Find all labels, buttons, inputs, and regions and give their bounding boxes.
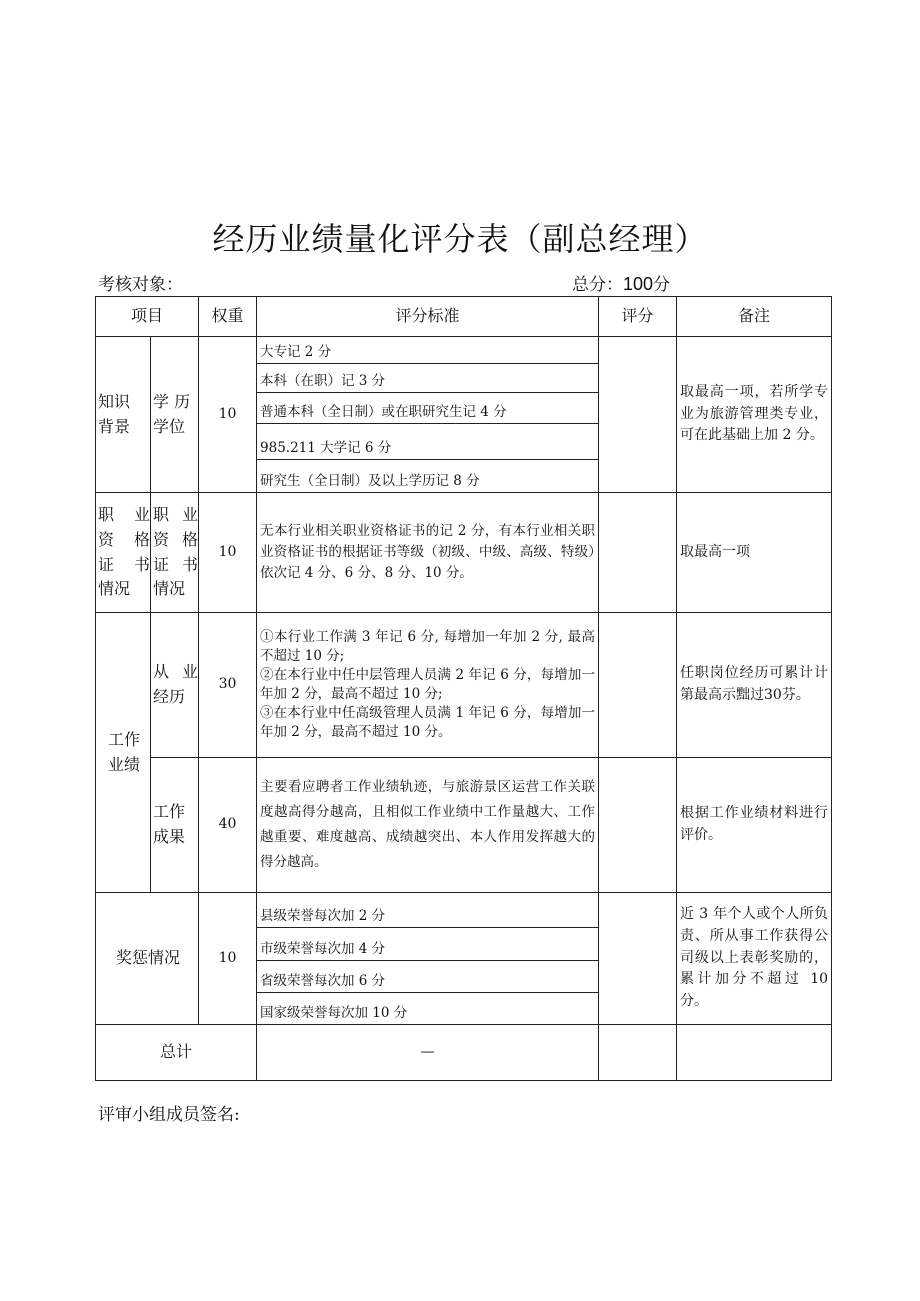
page-title: 经历业绩量化评分表（副总经理） (212, 220, 708, 258)
total-label: 总分： (572, 275, 623, 295)
criteria-item: 省级荣誉每次加 6 分 (257, 961, 598, 993)
header-item: 项目 (96, 297, 199, 337)
total-unit: 分 (653, 275, 671, 295)
sub-line: 学 历 (153, 391, 191, 411)
score-cell[interactable] (599, 613, 677, 758)
weight-honors: 10 (199, 893, 257, 1025)
weight-experience: 30 (199, 613, 257, 758)
total-score-cell[interactable] (599, 1025, 677, 1081)
cat-honors: 奖惩情况 (96, 893, 199, 1025)
score-table (95, 296, 832, 1081)
sub-line: 从 业 (153, 662, 199, 682)
criteria-item: 本科（在职）记 3 分 (257, 364, 598, 393)
cat-line: 证 书 (98, 554, 150, 574)
criteria-experience (257, 613, 599, 758)
cat-knowledge (96, 337, 151, 493)
note-experience: 任职岗位经历可累计计第最高示黜过30芬。 (677, 613, 832, 758)
sub-experience (151, 613, 199, 758)
header-score: 评分 (599, 297, 677, 337)
note-education: 取最高一项，若所学专业为旅游管理类专业，可在此基础上加 2 分。 (677, 337, 832, 493)
note-certificate: 取最高一项 (677, 493, 832, 613)
header-row (96, 297, 832, 337)
criteria-item: 普通本科（全日制）或在职研究生记 4 分 (257, 393, 598, 424)
cat-certificate (96, 493, 151, 613)
sub-line: 职 业 (153, 504, 199, 524)
sub-degree (151, 337, 199, 493)
cat-line: 情况 (98, 579, 131, 599)
note-honors: 近 3 年个人或个人所负责、所从事工作获得公司级以上表彰奖励的，累计加分不超过 10 分。 (677, 893, 832, 1025)
total-dash: — (257, 1025, 599, 1081)
cat-line: 工作 (107, 729, 140, 749)
score-cell[interactable] (599, 493, 677, 613)
header-weight: 权重 (199, 297, 257, 337)
header-note: 备注 (677, 297, 832, 337)
criteria-item: 大专记 2 分 (257, 337, 598, 364)
row-certificate (96, 493, 832, 613)
criteria-honors (257, 893, 599, 1025)
row-education (96, 337, 832, 493)
row-results (96, 758, 832, 893)
score-cell[interactable] (599, 758, 677, 893)
criteria-certificate: 无本行业相关职业资格证书的记 2 分，有本行业相关职业资格证书的根据证书等级（初级、中级、高级、特级）依次记 4 分、6 分、8 分、10 分。 (257, 493, 599, 613)
score-cell[interactable] (599, 893, 677, 1025)
total-label-cell: 总计 (96, 1025, 257, 1081)
sub-line: 成果 (153, 827, 186, 846)
weight-education: 10 (199, 337, 257, 493)
criteria-item: 县级荣誉每次加 2 分 (257, 893, 598, 928)
row-honors (96, 893, 832, 1025)
cat-performance (96, 613, 151, 893)
weight-results: 40 (199, 758, 257, 893)
criteria-item: 研究生（全日制）及以上学历记 8 分 (260, 473, 480, 490)
note-results: 根据工作业绩材料进行评价。 (677, 758, 832, 893)
cat-line: 职 业 (98, 504, 150, 524)
sub-line: 情况 (153, 579, 186, 599)
assessee-label: 考核对象： (98, 275, 183, 295)
criteria-item: ①本行业工作满 3 年记 6 分, 每增加一年加 2 分, 最高不超过 10 分; (260, 629, 596, 665)
total-score (572, 270, 670, 295)
sub-line: 经历 (153, 687, 186, 706)
sub-line: 工作 (153, 802, 186, 822)
cat-line: 知识 (98, 391, 131, 411)
total-value: 100 (623, 274, 654, 294)
row-experience (96, 613, 832, 758)
sub-results (151, 758, 199, 893)
criteria-item: ③在本行业中任高级管理人员满 1 年记 6 分，每增加一年加 2 分，最高不超过 10 分。 (260, 704, 596, 740)
criteria-education (257, 337, 599, 493)
sub-line: 资 格 (153, 529, 199, 549)
signature-label: 评审小组成员签名: (98, 1105, 240, 1125)
criteria-item: 国家级荣誉每次加 10 分 (260, 1005, 408, 1022)
sub-line: 学位 (153, 416, 186, 436)
criteria-item: 市级荣誉每次加 4 分 (257, 928, 598, 961)
sub-certificate (151, 493, 199, 613)
sub-line: 证 书 (153, 554, 199, 574)
row-total (96, 1025, 832, 1081)
cat-line: 背景 (98, 416, 131, 436)
total-note-cell (677, 1025, 832, 1081)
header-criteria: 评分标准 (257, 297, 599, 337)
cat-line: 业绩 (107, 754, 140, 774)
cat-line: 资 格 (98, 529, 150, 549)
weight-certificate: 10 (199, 493, 257, 613)
score-cell[interactable] (599, 337, 677, 493)
criteria-item: 985.211 大学记 6 分 (257, 424, 598, 460)
criteria-results: 主要看应聘者工作业绩轨迹，与旅游景区运营工作关联度越高得分越高，且相似工作业绩中工作量越大、工作越重要、难度越高、成绩越突出、本人作用发挥越大的得分越高。 (257, 758, 599, 893)
criteria-item: ②在本行业中任中层管理人员满 2 年记 6 分，每增加一年加 2 分，最高不超过 10 分; (260, 667, 596, 702)
